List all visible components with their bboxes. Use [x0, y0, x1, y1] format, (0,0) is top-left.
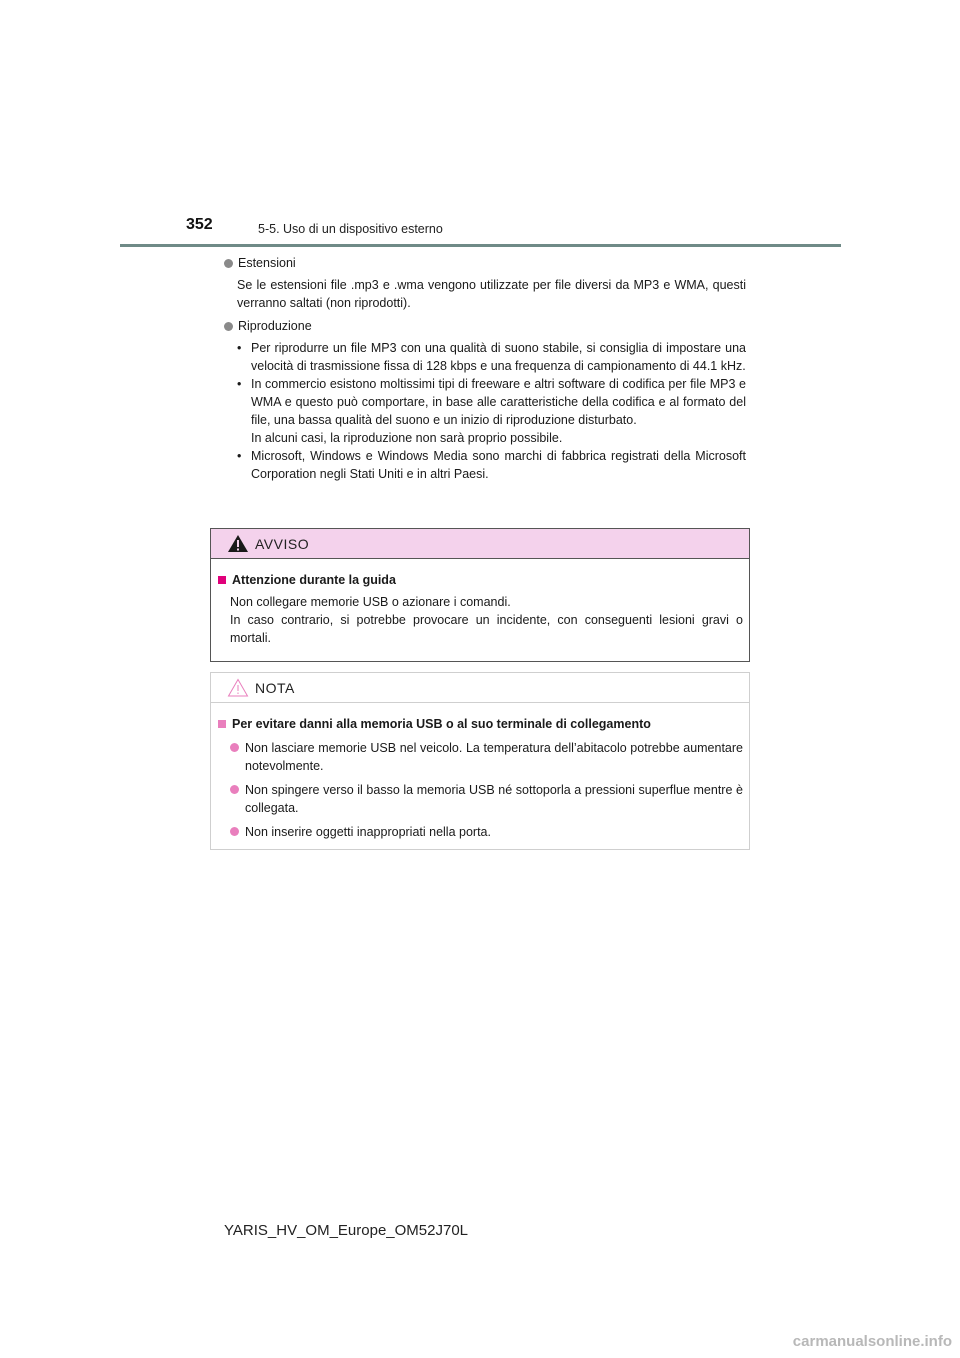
extensions-heading: Estensioni — [238, 256, 296, 270]
notice-box — [210, 672, 750, 850]
pink-circle-bullet-icon — [230, 743, 239, 752]
section-title: 5-5. Uso di un dispositivo esterno — [258, 222, 443, 236]
notice-heading: Per evitare danni alla memoria USB o al suo terminale di collegamento — [232, 717, 651, 731]
list-item: Non lasciare memorie USB nel veicolo. La temperatura dell’abitacolo potrebbe aumentare notevolmente. — [217, 739, 743, 775]
watermark: carmanualsonline.info — [792, 1333, 952, 1350]
list-item: • Per riprodurre un file MP3 con una qualità di suono stabile, si consiglia di impostare una velocità di trasmissione fissa di 128 kbps e una frequenza di campionamento di 44.1 kHz. — [237, 341, 746, 373]
warning-heading: Attenzione durante la guida — [232, 573, 396, 587]
header-rule — [120, 244, 841, 247]
list-item: • In commercio esistono moltissimi tipi di freeware e altri software di codifica per file MP3 e WMA e questo può comportare, in base alle caratteristiche della codifica e al formato del file, una bassa qualità del suono e un inizio di riproduzione disturbato. In alcuni casi, la riproduzione non sarà proprio possibile. — [237, 377, 746, 445]
list-item: Non spingere verso il basso la memoria USB né sottoporla a pressioni superflue mentre è collegata. — [217, 781, 743, 817]
extensions-section — [224, 254, 746, 312]
warning-line: Non collegare memorie USB o azionare i comandi. — [230, 595, 511, 609]
list-item: • Microsoft, Windows e Windows Media sono marchi di fabbrica registrati della Microsoft Corporation negli Stati Uniti e in altri Paesi. — [237, 449, 746, 481]
warning-title: AVVISO — [255, 535, 310, 552]
extensions-text: Se le estensioni file .mp3 e .wma vengono utilizzate per file diversi da MP3 e WMA, questi verranno saltati (non riprodotti). — [237, 278, 746, 310]
pink-square-icon — [218, 576, 226, 584]
warning-line: In caso contrario, si potrebbe provocare un incidente, con conseguenti lesioni gravi o mortali. — [230, 613, 743, 645]
warning-triangle-icon — [227, 534, 249, 553]
notice-header — [211, 673, 749, 703]
playback-section — [224, 317, 746, 483]
pink-square-icon — [218, 720, 226, 728]
footer-document-code: YARIS_HV_OM_Europe_OM52J70L — [224, 1222, 469, 1239]
warning-header — [211, 529, 749, 559]
playback-list — [237, 339, 746, 483]
page-number: 352 — [186, 216, 213, 233]
notice-title: NOTA — [255, 679, 295, 696]
pink-circle-bullet-icon — [230, 785, 239, 794]
outline-triangle-icon — [227, 678, 249, 697]
list-item: Non inserire oggetti inappropriati nella porta. — [217, 823, 743, 841]
warning-box — [210, 528, 750, 662]
pink-circle-bullet-icon — [230, 827, 239, 836]
grey-circle-bullet-icon — [224, 322, 233, 331]
grey-circle-bullet-icon — [224, 259, 233, 268]
playback-heading: Riproduzione — [238, 319, 312, 333]
